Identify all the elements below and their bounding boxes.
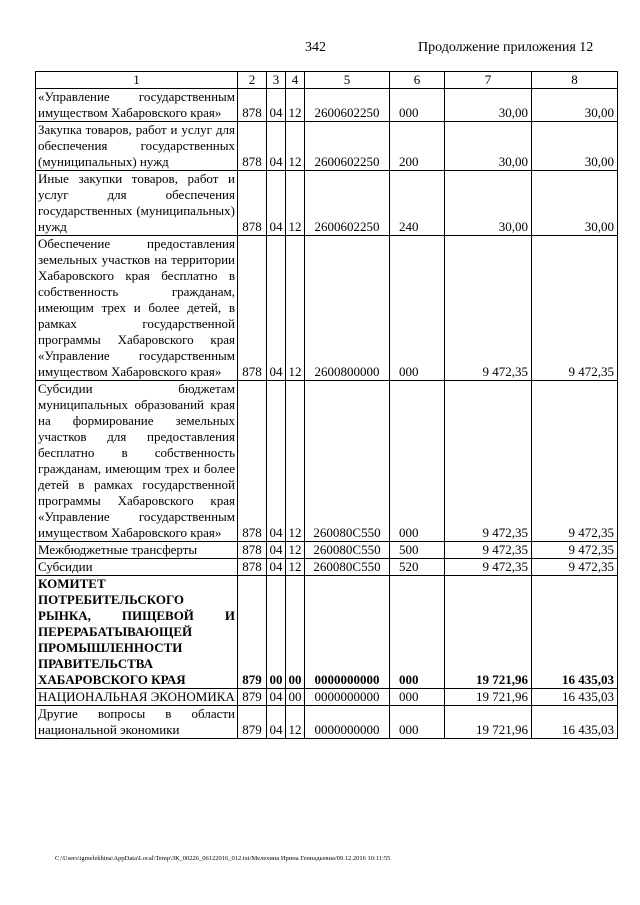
column-header: 6 <box>390 72 445 89</box>
row-value-cell: 30,00 <box>445 171 532 236</box>
row-value-cell: 19 721,96 <box>445 689 532 706</box>
budget-table <box>35 71 618 739</box>
row-value-cell: 12 <box>286 542 305 559</box>
row-value-cell: 240 <box>390 171 445 236</box>
row-value-cell: 9 472,35 <box>445 236 532 381</box>
row-value-cell: 12 <box>286 122 305 171</box>
row-value-cell: 879 <box>238 689 267 706</box>
row-value-cell: 9 472,35 <box>445 559 532 576</box>
row-value-cell: 260080С550 <box>305 559 390 576</box>
row-name-cell: КОМИТЕТ ПОТРЕБИТЕЛЬСКОГО РЫНКА, ПИЩЕВОЙ И ПЕРЕРАБАТЫВАЮЩЕЙ ПРОМЫШЛЕННОСТИ ПРАВИТЕЛЬСТВА ХАБАРОВСКОГО КРАЯ <box>36 576 238 689</box>
row-value-cell: 30,00 <box>445 122 532 171</box>
row-value-cell: 04 <box>267 559 286 576</box>
row-value-cell: 200 <box>390 122 445 171</box>
header-row <box>36 72 618 89</box>
column-header: 5 <box>305 72 390 89</box>
row-name-cell: Межбюджетные трансферты <box>36 542 238 559</box>
row-value-cell: 878 <box>238 542 267 559</box>
row-name-cell: Субсидии <box>36 559 238 576</box>
row-value-cell: 9 472,35 <box>532 542 618 559</box>
row-value-cell: 878 <box>238 236 267 381</box>
row-value-cell: 30,00 <box>532 171 618 236</box>
row-name-cell: «Управление государственным имуществом Хабаровского края» <box>36 89 238 122</box>
row-value-cell: 878 <box>238 171 267 236</box>
table-row <box>36 122 618 171</box>
row-value-cell: 500 <box>390 542 445 559</box>
row-value-cell: 04 <box>267 706 286 739</box>
row-value-cell: 19 721,96 <box>445 706 532 739</box>
table-row <box>36 559 618 576</box>
row-value-cell: 879 <box>238 706 267 739</box>
column-header: 2 <box>238 72 267 89</box>
row-value-cell: 12 <box>286 559 305 576</box>
row-value-cell: 9 472,35 <box>532 381 618 542</box>
row-value-cell: 30,00 <box>532 89 618 122</box>
row-value-cell: 12 <box>286 171 305 236</box>
row-name-cell: Другие вопросы в области национальной экономики <box>36 706 238 739</box>
row-value-cell: 12 <box>286 89 305 122</box>
row-value-cell: 9 472,35 <box>445 381 532 542</box>
row-value-cell: 000 <box>390 236 445 381</box>
row-value-cell: 12 <box>286 706 305 739</box>
row-value-cell: 0000000000 <box>305 576 390 689</box>
row-value-cell: 16 435,03 <box>532 689 618 706</box>
row-value-cell: 2600602250 <box>305 89 390 122</box>
row-value-cell: 04 <box>267 542 286 559</box>
row-value-cell: 00 <box>286 576 305 689</box>
row-value-cell: 2600800000 <box>305 236 390 381</box>
row-value-cell: 00 <box>286 689 305 706</box>
row-value-cell: 879 <box>238 576 267 689</box>
row-value-cell: 16 435,03 <box>532 706 618 739</box>
row-value-cell: 000 <box>390 381 445 542</box>
column-header: 7 <box>445 72 532 89</box>
table-row <box>36 576 618 689</box>
row-name-cell: Иные закупки товаров, работ и услуг для обеспечения государственных (муниципальных) нужд <box>36 171 238 236</box>
table-row <box>36 89 618 122</box>
row-value-cell: 16 435,03 <box>532 576 618 689</box>
table-row <box>36 706 618 739</box>
row-value-cell: 12 <box>286 236 305 381</box>
row-value-cell: 9 472,35 <box>532 236 618 381</box>
row-value-cell: 9 472,35 <box>445 542 532 559</box>
row-value-cell: 04 <box>267 236 286 381</box>
table-row <box>36 689 618 706</box>
row-name-cell: НАЦИОНАЛЬНАЯ ЭКОНОМИКА <box>36 689 238 706</box>
row-value-cell: 9 472,35 <box>532 559 618 576</box>
row-value-cell: 30,00 <box>445 89 532 122</box>
row-value-cell: 878 <box>238 381 267 542</box>
table-row <box>36 381 618 542</box>
row-value-cell: 520 <box>390 559 445 576</box>
table-row <box>36 171 618 236</box>
row-value-cell: 878 <box>238 89 267 122</box>
column-header: 3 <box>267 72 286 89</box>
page-number: 342 <box>305 40 326 55</box>
row-name-cell: Обеспечение предоставления земельных участков на территории Хабаровского края бесплатно в собственность гражданам, имеющим трех и более детей, в рамках государственной программы Хабаровского края «Управление государственным имуществом Хабаровского края» <box>36 236 238 381</box>
row-name-cell: Закупка товаров, работ и услуг для обеспечения государственных (муниципальных) нужд <box>36 122 238 171</box>
column-header: 4 <box>286 72 305 89</box>
file-path-footer: C:\Users\igmelekhina\AppData\Local\Temp\ЗК_00226_06122016_012.txt/Мелехина Ирина Геннадьевна/09.12.2016 10:11:55 <box>55 855 391 862</box>
row-value-cell: 30,00 <box>532 122 618 171</box>
continuation-heading: Продолжение приложения 12 <box>418 40 594 55</box>
row-value-cell: 00 <box>267 576 286 689</box>
row-value-cell: 878 <box>238 122 267 171</box>
row-value-cell: 2600602250 <box>305 122 390 171</box>
row-value-cell: 2600602250 <box>305 171 390 236</box>
row-value-cell: 000 <box>390 576 445 689</box>
row-value-cell: 12 <box>286 381 305 542</box>
row-value-cell: 04 <box>267 122 286 171</box>
row-value-cell: 04 <box>267 89 286 122</box>
row-value-cell: 04 <box>267 381 286 542</box>
row-name-cell: Субсидии бюджетам муниципальных образований края на формирование земельных участков для предоставления бесплатно в собственность гражданам, имеющим трех и более детей в рамках государственной программы Хабаровского края «Управление государственным имуществом Хабаровского края» <box>36 381 238 542</box>
table-row <box>36 236 618 381</box>
row-value-cell: 04 <box>267 171 286 236</box>
table-row <box>36 542 618 559</box>
row-value-cell: 04 <box>267 689 286 706</box>
row-value-cell: 0000000000 <box>305 706 390 739</box>
column-header: 1 <box>36 72 238 89</box>
row-value-cell: 000 <box>390 89 445 122</box>
row-value-cell: 19 721,96 <box>445 576 532 689</box>
row-value-cell: 260080С550 <box>305 542 390 559</box>
row-value-cell: 000 <box>390 689 445 706</box>
row-value-cell: 000 <box>390 706 445 739</box>
row-value-cell: 878 <box>238 559 267 576</box>
column-header: 8 <box>532 72 618 89</box>
row-value-cell: 260080С550 <box>305 381 390 542</box>
row-value-cell: 0000000000 <box>305 689 390 706</box>
